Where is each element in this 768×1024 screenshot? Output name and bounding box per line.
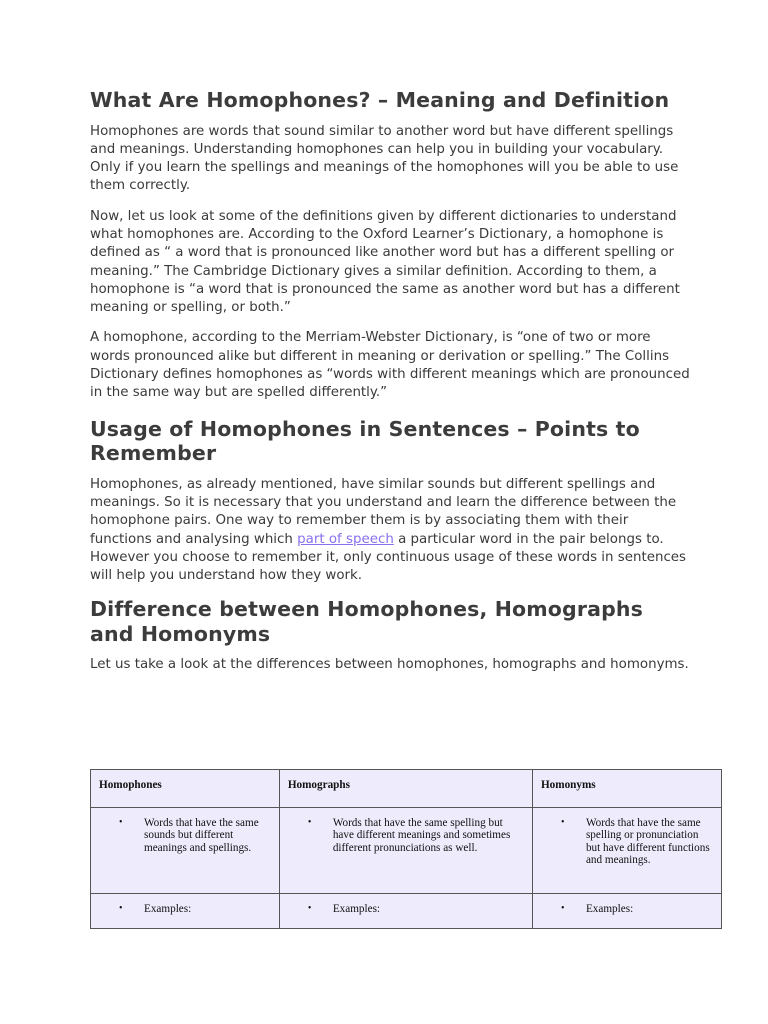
examples-homonyms: Examples: xyxy=(585,903,634,915)
paragraph-homophones-intro: Homophones are words that sound similar to another word but have different spellings and meanings. Understanding homophones can help you in building your vocabulary. Only if you learn the spellings and meanings of the homophones will you be able to use them correctly. xyxy=(90,123,679,194)
comparison-table xyxy=(90,769,722,929)
bullet-icon: • xyxy=(560,903,565,914)
definition-homonyms: Words that have the same spelling or pronunciation but have different functions and meanings. xyxy=(585,817,710,867)
header-homophones: Homophones xyxy=(99,779,162,791)
article xyxy=(90,88,690,675)
table-cell xyxy=(279,808,532,894)
heading-what-are-homophones: What Are Homophones? – Meaning and Definition xyxy=(90,88,670,112)
part-of-speech-link[interactable]: part of speech xyxy=(297,531,394,547)
table-header-cell xyxy=(532,770,721,808)
table-header-cell xyxy=(279,770,532,808)
usage-text-end: a particular word in the pair belongs to. However you choose to remember it, only continuous usage of these words in sentences will help you understand how they work. xyxy=(90,531,687,584)
table-cell xyxy=(532,808,721,894)
bullet-icon: • xyxy=(119,903,123,914)
paragraph-usage xyxy=(90,476,690,586)
table-cell xyxy=(279,894,532,929)
paragraph-merriam-collins: A homophone, according to the Merriam-Webster Dictionary, is “one of two or more words pronounced alike but different in meaning or derivation or spelling.” The Collins Dictionary defines homophones as “words with different meanings which are pronounced in the same way but are spelled differently.” xyxy=(90,330,690,401)
usage-text-start: Homophones, as already mentioned, have similar sounds but different spellings and meanings. So it is necessary that you understand and learn the difference between the homophone pairs. One way to remember them is by associating them with their functions and analysing which xyxy=(90,476,677,547)
table-row-definitions xyxy=(91,808,722,894)
list-item xyxy=(533,894,721,915)
table-cell xyxy=(532,894,721,929)
list-item xyxy=(280,808,532,854)
header-homonyms: Homonyms xyxy=(540,779,596,791)
bullet-icon: • xyxy=(307,903,312,914)
heading-usage-of-homophones: Usage of Homophones in Sentences – Points to Remember xyxy=(90,416,640,466)
definition-homophones: Words that have the same sounds but different meanings and spellings. xyxy=(144,817,259,854)
table-header-row xyxy=(91,770,722,808)
table-header-cell xyxy=(91,770,280,808)
bullet-icon: • xyxy=(560,817,565,828)
list-item xyxy=(280,894,532,915)
examples-homophones: Examples: xyxy=(144,903,192,915)
table-cell xyxy=(91,808,280,894)
list-item xyxy=(91,894,279,915)
bullet-icon: • xyxy=(119,817,123,828)
table-row-examples xyxy=(91,894,722,929)
header-homographs: Homographs xyxy=(287,779,350,791)
heading-difference-between: Difference between Homophones, Homographs and Homonyms xyxy=(90,597,644,646)
table-cell xyxy=(91,894,280,929)
list-item xyxy=(91,808,279,854)
list-item xyxy=(533,808,721,867)
paragraph-table-intro: Let us take a look at the differences between homophones, homographs and homonyms. xyxy=(90,657,689,673)
definition-homographs: Words that have the same spelling but have different meanings and sometimes different pronunciations as well. xyxy=(332,817,511,854)
paragraph-dictionary-definitions: Now, let us look at some of the definitions given by different dictionaries to understand what homophones are. According to the Oxford Learner’s Dictionary, a homophone is defined as “ a word that is pronounced like another word but has a different spelling or meaning.” The Cambridge Dictionary gives a similar definition. According to them, a homophone is “a word that is pronounced the same as another word but has a different meaning or spelling, or both.” xyxy=(90,208,680,316)
examples-homographs: Examples: xyxy=(332,903,381,915)
bullet-icon: • xyxy=(307,817,312,828)
